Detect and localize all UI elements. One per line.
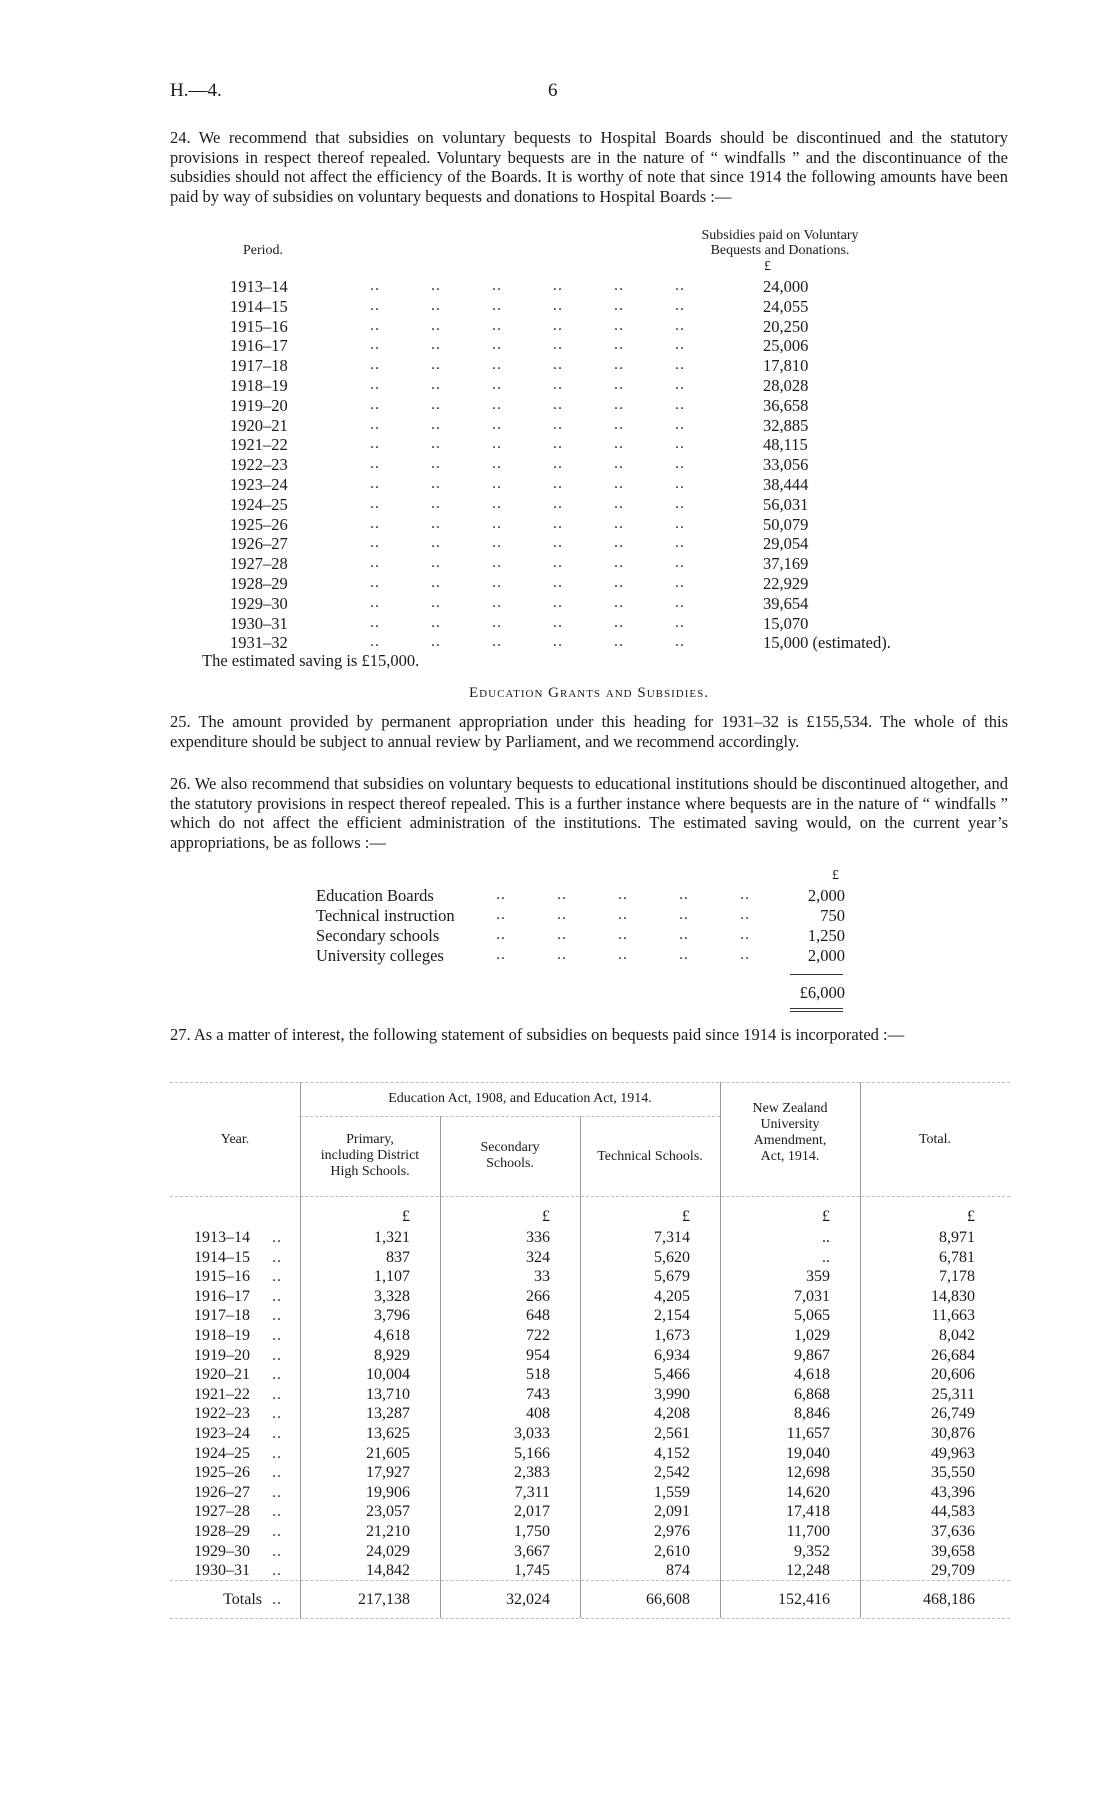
primary-cell: 3,328 [374, 1287, 410, 1305]
total-header: Total. [918, 1132, 952, 1147]
secondary-cell: 336 [526, 1229, 550, 1246]
technical-unit: £ [682, 1208, 690, 1225]
total-cell: 26,684 [931, 1346, 975, 1364]
leader-dots: .. [272, 1385, 282, 1403]
primary-cell: 17,927 [366, 1464, 410, 1482]
paragraph-25: 25. The amount provided by permanent appropriation under this heading for 1931–32 is £155,534. The whole of this expenditure should be subject to annual review by Parliament, and we recommend accordingly. [170, 712, 1008, 751]
secondary-header: Secondary Schools. [480, 1140, 540, 1171]
double-rule-1 [790, 1008, 843, 1009]
leader-dots: .. .. .. .. .. .. [370, 554, 685, 572]
leader-dots: .. .. .. .. .. .. [370, 336, 685, 354]
savings-label: Education Boards [316, 886, 434, 905]
header-bottom-rule [170, 1196, 1010, 1197]
technical-cell: 4,208 [654, 1405, 690, 1423]
sum-rule [790, 974, 843, 975]
primary-cell: 1,321 [374, 1229, 410, 1246]
leader-dots: .. [272, 1503, 282, 1521]
period-cell: 1921–22 [230, 435, 288, 455]
university-cell: 1,029 [794, 1327, 830, 1344]
primary-header: Primary, including District High Schools. [320, 1132, 420, 1179]
savings-amount: 1,250 [807, 926, 845, 945]
total-cell: 11,663 [931, 1307, 975, 1325]
total-cell: 25,311 [931, 1385, 975, 1403]
totals-university: 152,416 [778, 1591, 830, 1608]
primary-cell: 4,618 [374, 1327, 410, 1344]
period-cell: 1918–19 [230, 376, 288, 395]
period-cell: 1922–23 [230, 455, 288, 475]
subsidy-amount-cell: 56,031 [763, 494, 809, 514]
year-cell: 1925–26 [194, 1464, 250, 1482]
leader-dots: .. .. .. .. .. [496, 926, 750, 943]
technical-cell: 5,620 [654, 1248, 690, 1266]
totals-technical: 66,608 [646, 1591, 690, 1608]
estimated-saving-note: The estimated saving is £15,000. [202, 651, 420, 670]
university-cell: 9,352 [794, 1542, 830, 1560]
technical-cell: 5,679 [654, 1268, 690, 1286]
period-cell: 1930–31 [230, 613, 288, 633]
leader-dots: .. [272, 1405, 282, 1423]
leader-dots: .. [272, 1562, 282, 1580]
subsidy-amount-cell: 29,054 [763, 534, 809, 554]
secondary-cell: 722 [526, 1327, 550, 1344]
primary-cell: 24,029 [366, 1542, 410, 1560]
subsidy-amount-cell: 15,070 [763, 613, 809, 633]
year-cell: 1914–15 [194, 1248, 250, 1266]
year-cell: 1926–27 [194, 1483, 250, 1501]
university-cell: 12,248 [786, 1562, 830, 1580]
technical-cell: 2,976 [654, 1523, 690, 1540]
primary-cell: 13,710 [366, 1385, 410, 1403]
table-bottom-rule [170, 1618, 1010, 1619]
total-cell: 30,876 [931, 1425, 975, 1442]
leader-dots: .. [272, 1542, 282, 1560]
leader-dots: .. .. .. .. .. .. [370, 574, 685, 591]
total-cell: 8,042 [939, 1327, 975, 1344]
period-cell: 1919–20 [230, 395, 288, 415]
total-cell: 49,963 [931, 1444, 975, 1462]
leader-dots: .. [272, 1248, 282, 1266]
university-cell: 359 [806, 1268, 830, 1286]
subsidy-amount-cell: 50,079 [763, 514, 809, 534]
total-cell: 43,396 [931, 1483, 975, 1501]
university-cell: 8,846 [794, 1405, 830, 1423]
period-cell: 1925–26 [230, 514, 288, 534]
period-cell: 1916–17 [230, 336, 288, 356]
subsidies-column-header-line2: Bequests and Donations. [710, 243, 850, 258]
university-cell: 19,040 [786, 1444, 830, 1462]
leader-dots: .. .. .. .. .. .. [370, 356, 685, 374]
leader-dots: .. .. .. .. .. .. [370, 415, 685, 433]
totals-dots: .. [272, 1591, 282, 1608]
leader-dots: .. [272, 1444, 282, 1462]
leader-dots: .. [272, 1268, 282, 1286]
year-cell: 1913–14 [194, 1229, 250, 1246]
primary-cell: 14,842 [366, 1562, 410, 1580]
subsidy-amount-cell: 36,658 [763, 395, 809, 415]
subsidy-amount-cell: 48,115 [763, 435, 808, 455]
paragraph-24: 24. We recommend that subsidies on voluntary bequests to Hospital Boards should be discontinued and the statutory provisions in respect thereof repealed. Voluntary bequests are in the nature of “ windfalls ” and the discontinuance of the subsidies should not affect the efficiency of the Boards. It is worthy of note that since 1914 the following amounts have been paid by way of subsidies on voluntary bequests and donations to Hospital Boards :— [170, 128, 1008, 206]
secondary-cell: 3,033 [514, 1425, 550, 1442]
page-number: 6 [548, 80, 558, 101]
leader-dots: .. .. .. .. .. .. [370, 534, 685, 552]
savings-label: Technical instruction [316, 906, 455, 925]
subsidy-amount-cell: 20,250 [763, 316, 809, 336]
double-rule-2 [790, 1011, 843, 1012]
total-cell: 35,550 [931, 1464, 975, 1482]
primary-cell: 13,287 [366, 1405, 410, 1423]
primary-unit: £ [402, 1208, 410, 1225]
leader-dots: .. .. .. .. .. .. [370, 376, 685, 393]
technical-cell: 7,314 [654, 1229, 690, 1246]
secondary-cell: 743 [526, 1385, 550, 1403]
secondary-cell: 5,166 [514, 1444, 550, 1462]
paragraph-27: 27. As a matter of interest, the following statement of subsidies on bequests paid since 1914 is incorporated :— [170, 1025, 905, 1044]
group-rule [300, 1116, 720, 1117]
secondary-cell: 324 [526, 1248, 550, 1266]
leader-dots: .. [272, 1287, 282, 1305]
year-cell: 1923–24 [194, 1425, 250, 1442]
technical-cell: 4,152 [654, 1444, 690, 1462]
subsidy-amount-cell: 32,885 [763, 415, 809, 435]
table-top-rule [170, 1082, 1010, 1083]
subsidy-amount-cell: 15,000 (estimated). [763, 633, 891, 653]
section-heading: Education Grants and Subsidies. [469, 685, 709, 701]
primary-cell: 21,210 [366, 1523, 410, 1540]
primary-cell: 837 [386, 1248, 410, 1266]
university-cell: 9,867 [794, 1346, 830, 1364]
savings-label: University colleges [316, 946, 444, 965]
leader-dots: .. .. .. .. .. .. [370, 455, 685, 473]
year-cell: 1915–16 [194, 1268, 250, 1286]
total-cell: 26,749 [931, 1405, 975, 1423]
secondary-cell: 2,383 [514, 1464, 550, 1482]
year-cell: 1919–20 [194, 1346, 250, 1364]
year-cell: 1920–21 [194, 1366, 250, 1384]
subsidy-amount-cell: 24,000 [763, 277, 809, 296]
leader-dots: .. .. .. .. .. .. [370, 633, 685, 651]
year-header: Year. [220, 1132, 250, 1147]
year-cell: 1921–22 [194, 1385, 250, 1403]
leader-dots: .. .. .. .. .. .. [370, 277, 685, 294]
technical-header: Technical Schools. [597, 1149, 703, 1164]
leader-dots: .. [272, 1483, 282, 1501]
university-header: New Zealand University Amendment, Act, 1914. [752, 1101, 828, 1164]
total-unit: £ [967, 1208, 975, 1225]
group-header: Education Act, 1908, and Education Act, 1914. [388, 1091, 652, 1106]
leader-dots: .. [272, 1229, 282, 1246]
subsidy-amount-cell: 22,929 [763, 574, 809, 593]
period-cell: 1924–25 [230, 494, 288, 514]
subsidies-column-header-line1: Subsidies paid on Voluntary [701, 228, 859, 243]
university-cell: 6,868 [794, 1385, 830, 1403]
technical-cell: 1,673 [654, 1327, 690, 1344]
technical-cell: 2,091 [654, 1503, 690, 1521]
total-cell: 8,971 [939, 1229, 975, 1246]
leader-dots: .. [272, 1366, 282, 1384]
secondary-cell: 2,017 [514, 1503, 550, 1521]
subsidy-amount-cell: 25,006 [763, 336, 809, 356]
year-cell: 1930–31 [194, 1562, 250, 1580]
technical-cell: 2,610 [654, 1542, 690, 1560]
technical-cell: 1,559 [654, 1483, 690, 1501]
university-cell: 5,065 [794, 1307, 830, 1325]
savings-total: £6,000 [799, 983, 845, 1002]
year-cell: 1928–29 [194, 1523, 250, 1540]
university-cell: 11,700 [786, 1523, 830, 1540]
secondary-cell: 33 [534, 1268, 550, 1286]
technical-cell: 2,561 [654, 1425, 690, 1442]
leader-dots: .. .. .. .. .. .. [370, 514, 685, 532]
leader-dots: .. .. .. .. .. [496, 886, 750, 903]
secondary-cell: 1,745 [514, 1562, 550, 1580]
leader-dots: .. .. .. .. .. .. [370, 296, 685, 314]
primary-cell: 3,796 [374, 1307, 410, 1325]
university-cell: 14,620 [786, 1483, 830, 1501]
savings-amount: 2,000 [807, 946, 845, 965]
leader-dots: .. .. .. .. .. [496, 946, 750, 963]
period-cell: 1915–16 [230, 316, 288, 336]
document-reference: H.—4. [170, 80, 222, 101]
university-cell: 7,031 [794, 1287, 830, 1305]
totals-secondary: 32,024 [506, 1591, 550, 1608]
leader-dots: .. [272, 1464, 282, 1482]
year-cell: 1924–25 [194, 1444, 250, 1462]
secondary-cell: 408 [526, 1405, 550, 1423]
subsidy-amount-cell: 33,056 [763, 455, 809, 475]
subsidy-amount-cell: 39,654 [763, 593, 809, 613]
period-cell: 1917–18 [230, 356, 288, 376]
period-cell: 1914–15 [230, 296, 288, 316]
subsidy-amount-cell: 37,169 [763, 554, 809, 574]
university-unit: £ [822, 1208, 830, 1225]
leader-dots: .. [272, 1307, 282, 1325]
total-cell: 37,636 [931, 1523, 975, 1540]
year-cell: 1927–28 [194, 1503, 250, 1521]
technical-cell: 6,934 [654, 1346, 690, 1364]
paragraph-26: 26. We also recommend that subsidies on voluntary bequests to educational institutions should be discontinued altogether, and the statutory provisions in respect thereof repealed. This is a further instance where bequests are in the nature of “ windfalls ” which do not affect the efficient administration of the institutions. The estimated saving would, on the current year’s appropriations, be as follows :— [170, 774, 1008, 852]
primary-cell: 1,107 [374, 1268, 410, 1286]
leader-dots: .. .. .. .. .. .. [370, 475, 685, 492]
university-cell: .. [822, 1248, 830, 1266]
savings-label: Secondary schools [316, 926, 440, 945]
total-cell: 20,606 [931, 1366, 975, 1384]
total-cell: 29,709 [931, 1562, 975, 1580]
university-cell: 11,657 [786, 1425, 830, 1442]
savings-unit: £ [832, 868, 839, 883]
university-cell: .. [822, 1229, 830, 1246]
leader-dots: .. .. .. .. .. .. [370, 395, 685, 413]
leader-dots: .. [272, 1346, 282, 1364]
primary-cell: 8,929 [374, 1346, 410, 1364]
secondary-cell: 1,750 [514, 1523, 550, 1540]
secondary-unit: £ [542, 1208, 550, 1225]
period-cell: 1931–32 [230, 633, 288, 653]
technical-cell: 3,990 [654, 1385, 690, 1403]
period-cell: 1923–24 [230, 475, 288, 494]
subsidy-amount-cell: 38,444 [763, 475, 809, 494]
period-cell: 1926–27 [230, 534, 288, 554]
leader-dots: .. [272, 1425, 282, 1442]
total-cell: 7,178 [939, 1268, 975, 1286]
leader-dots: .. .. .. .. .. [496, 906, 750, 923]
technical-cell: 4,205 [654, 1287, 690, 1305]
leader-dots: .. [272, 1523, 282, 1540]
primary-cell: 19,906 [366, 1483, 410, 1501]
year-cell: 1929–30 [194, 1542, 250, 1560]
period-cell: 1920–21 [230, 415, 288, 435]
technical-cell: 2,154 [654, 1307, 690, 1325]
pound-unit: £ [764, 259, 771, 274]
period-cell: 1928–29 [230, 574, 288, 593]
subsidy-amount-cell: 24,055 [763, 296, 809, 316]
period-column-header: Period. [243, 243, 284, 258]
secondary-cell: 648 [526, 1307, 550, 1325]
technical-cell: 874 [666, 1562, 690, 1580]
totals-primary: 217,138 [358, 1591, 410, 1608]
total-cell: 14,830 [931, 1287, 975, 1305]
secondary-cell: 7,311 [514, 1483, 550, 1501]
primary-cell: 10,004 [366, 1366, 410, 1384]
total-cell: 6,781 [939, 1248, 975, 1266]
savings-amount: 750 [820, 906, 845, 925]
leader-dots: .. .. .. .. .. .. [370, 435, 685, 453]
totals-label: Totals [223, 1591, 262, 1608]
total-cell: 39,658 [931, 1542, 975, 1560]
primary-cell: 21,605 [366, 1444, 410, 1462]
university-cell: 4,618 [794, 1366, 830, 1384]
secondary-cell: 954 [526, 1346, 550, 1364]
subsidy-amount-cell: 17,810 [763, 356, 809, 376]
primary-cell: 23,057 [366, 1503, 410, 1521]
university-cell: 12,698 [786, 1464, 830, 1482]
university-cell: 17,418 [786, 1503, 830, 1521]
year-cell: 1916–17 [194, 1287, 250, 1305]
period-cell: 1929–30 [230, 593, 288, 613]
primary-cell: 13,625 [366, 1425, 410, 1442]
total-cell: 44,583 [931, 1503, 975, 1521]
subsidy-amount-cell: 28,028 [763, 376, 809, 395]
technical-cell: 2,542 [654, 1464, 690, 1482]
totals-total: 468,186 [923, 1591, 975, 1608]
year-cell: 1922–23 [194, 1405, 250, 1423]
savings-amount: 2,000 [807, 886, 845, 905]
period-cell: 1913–14 [230, 277, 288, 296]
period-cell: 1927–28 [230, 554, 288, 574]
leader-dots: .. .. .. .. .. .. [370, 613, 685, 631]
leader-dots: .. .. .. .. .. .. [370, 593, 685, 611]
secondary-cell: 518 [526, 1366, 550, 1384]
technical-cell: 5,466 [654, 1366, 690, 1384]
secondary-cell: 3,667 [514, 1542, 550, 1560]
leader-dots: .. .. .. .. .. .. [370, 316, 685, 334]
secondary-cell: 266 [526, 1287, 550, 1305]
year-cell: 1917–18 [194, 1307, 250, 1325]
leader-dots: .. [272, 1327, 282, 1344]
leader-dots: .. .. .. .. .. .. [370, 494, 685, 512]
year-cell: 1918–19 [194, 1327, 250, 1344]
